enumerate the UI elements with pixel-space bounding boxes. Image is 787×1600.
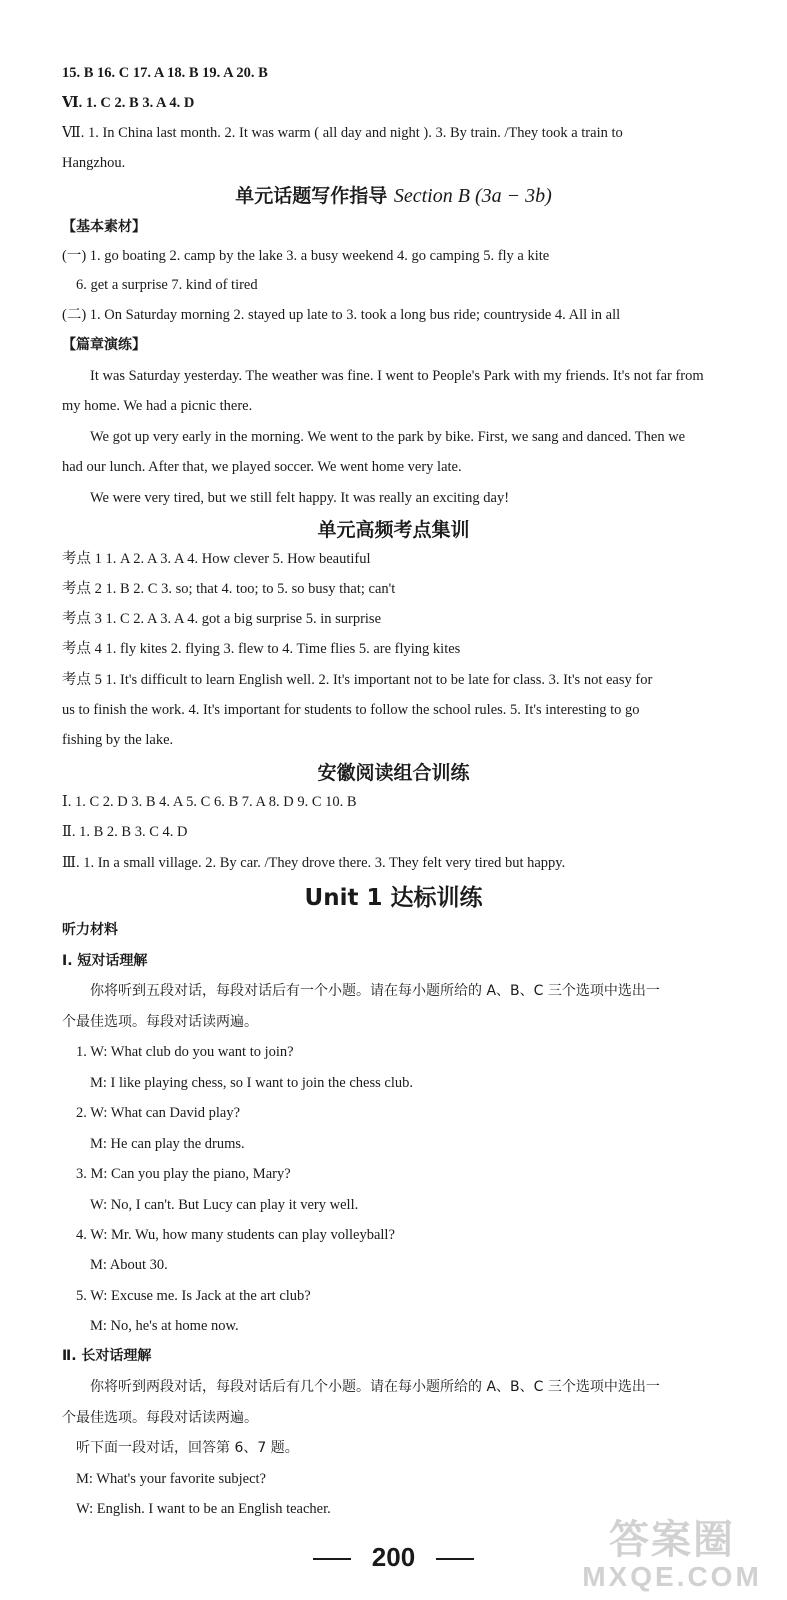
part2-instructions-cont: 个最佳选项。每段对话读两遍。 [62, 1410, 258, 1426]
essay-paragraph-1: It was Saturday yesterday. The weather was fine. I went to People's Park with my friends. It's not far from [90, 368, 704, 384]
footer-dash-right [436, 1558, 474, 1560]
short-dialogue-label: Ⅰ. 短对话理解 [62, 953, 148, 969]
unit1-title: Unit 1 达标训练 [304, 885, 483, 911]
dialogue-4-answer: M: About 30. [90, 1257, 168, 1273]
footer-dash-left [313, 1558, 351, 1560]
answer-row-15-20: 15. B 16. C 17. A 18. B 19. A 20. B [62, 65, 268, 81]
part1-instructions: 你将听到五段对话，每段对话后有一个小题。请在每小题所给的 A、B、C 三个选项中选出一 [90, 983, 660, 999]
answer-row-vi: Ⅵ. 1. C 2. B 3. A 4. D [62, 95, 195, 111]
kaodian-1: 考点 1 1. A 2. A 3. A 4. How clever 5. How beautiful [62, 551, 371, 567]
writing-guide-title-zh: 单元话题写作指导 [235, 185, 388, 207]
watermark-line-1: 答案圈 [609, 1517, 735, 1563]
dialogue-2-answer: M: He can play the drums. [90, 1136, 245, 1152]
anhui-reading-title: 安徽阅读组合训练 [317, 762, 470, 784]
part2-instructions: 你将听到两段对话，每段对话后有几个小题。请在每小题所给的 A、B、C 三个选项中选出一 [90, 1379, 660, 1395]
watermark-line-2: MXQE.COM [582, 1561, 762, 1592]
part1-instructions-cont: 个最佳选项。每段对话读两遍。 [62, 1014, 258, 1030]
part2-subinstruction: 听下面一段对话，回答第 6、7 题。 [76, 1440, 299, 1456]
answer-row-vii: Ⅶ. 1. In China last month. 2. It was warm ( all day and night ). 3. By train. /They took a train to [62, 125, 623, 141]
kaodian-4: 考点 4 1. fly kites 2. flying 3. flew to 4. Time flies 5. are flying kites [62, 641, 461, 657]
long-dialogue-line-2: W: English. I want to be an English teacher. [76, 1501, 331, 1517]
watermark-logo [577, 1518, 767, 1596]
anhui-row-i: Ⅰ. 1. C 2. D 3. B 4. A 5. C 6. B 7. A 8. D 9. C 10. B [62, 794, 357, 810]
dialogue-3-question: 3. M: Can you play the piano, Mary? [76, 1166, 291, 1182]
essay-paragraph-3: We were very tired, but we still felt happy. It was really an exciting day! [90, 490, 510, 506]
kaodian-3: 考点 3 1. C 2. A 3. A 4. got a big surprise 5. in surprise [62, 611, 381, 627]
listening-material-label: 听力材料 [62, 922, 118, 938]
dialogue-1-question: 1. W: What club do you want to join? [76, 1044, 294, 1060]
dialogue-2-question: 2. W: What can David play? [76, 1105, 241, 1121]
dialogue-5-question: 5. W: Excuse me. Is Jack at the art club? [76, 1288, 311, 1304]
writing-guide-section: Section B (3a − 3b) [393, 185, 552, 207]
kaodian-2: 考点 2 1. B 2. C 3. so; that 4. too; to 5. so busy that; can't [62, 581, 396, 597]
basic-material-2: (二) 1. On Saturday morning 2. stayed up late to 3. took a long bus ride; countryside 4. All in all [62, 307, 621, 323]
essay-paragraph-2-cont: had our lunch. After that, we played soccer. We went home very late. [62, 459, 462, 475]
anhui-row-iii: Ⅲ. 1. In a small village. 2. By car. /They drove there. 3. They felt very tired but happy. [62, 855, 566, 871]
writing-guide-title [0, 183, 787, 209]
page-number: 200 [371, 1542, 416, 1572]
long-dialogue-line-1: M: What's your favorite subject? [76, 1471, 266, 1487]
basic-material-label: 【基本素材】 [62, 219, 146, 235]
essay-practice-label: 【篇章演练】 [62, 337, 146, 353]
anhui-row-ii: Ⅱ. 1. B 2. B 3. C 4. D [62, 824, 188, 840]
kaodian-5: 考点 5 1. It's difficult to learn English well. 2. It's important not to be late for class. 3. It's not easy for [62, 672, 653, 688]
basic-material-1: (一) 1. go boating 2. camp by the lake 3. a busy weekend 4. go camping 5. fly a kite [62, 248, 550, 264]
basic-material-1-cont: 6. get a surprise 7. kind of tired [76, 277, 258, 293]
dialogue-4-question: 4. W: Mr. Wu, how many students can play volleyball? [76, 1227, 395, 1243]
kaodian-5-cont: us to finish the work. 4. It's important for students to follow the school rules. 5. It's interesting to go [62, 702, 640, 718]
dialogue-1-answer: M: I like playing chess, so I want to join the chess club. [90, 1075, 413, 1091]
essay-paragraph-2: We got up very early in the morning. We went to the park by bike. First, we sang and danced. Then we [90, 429, 686, 445]
long-dialogue-label: Ⅱ. 长对话理解 [62, 1348, 152, 1364]
dialogue-5-answer: M: No, he's at home now. [90, 1318, 239, 1334]
kaodian-title: 单元高频考点集训 [317, 519, 470, 541]
answer-row-vii-cont: Hangzhou. [62, 155, 126, 171]
dialogue-3-answer: W: No, I can't. But Lucy can play it very well. [90, 1197, 359, 1213]
kaodian-5-cont2: fishing by the lake. [62, 732, 174, 748]
essay-paragraph-1-cont: my home. We had a picnic there. [62, 398, 253, 414]
